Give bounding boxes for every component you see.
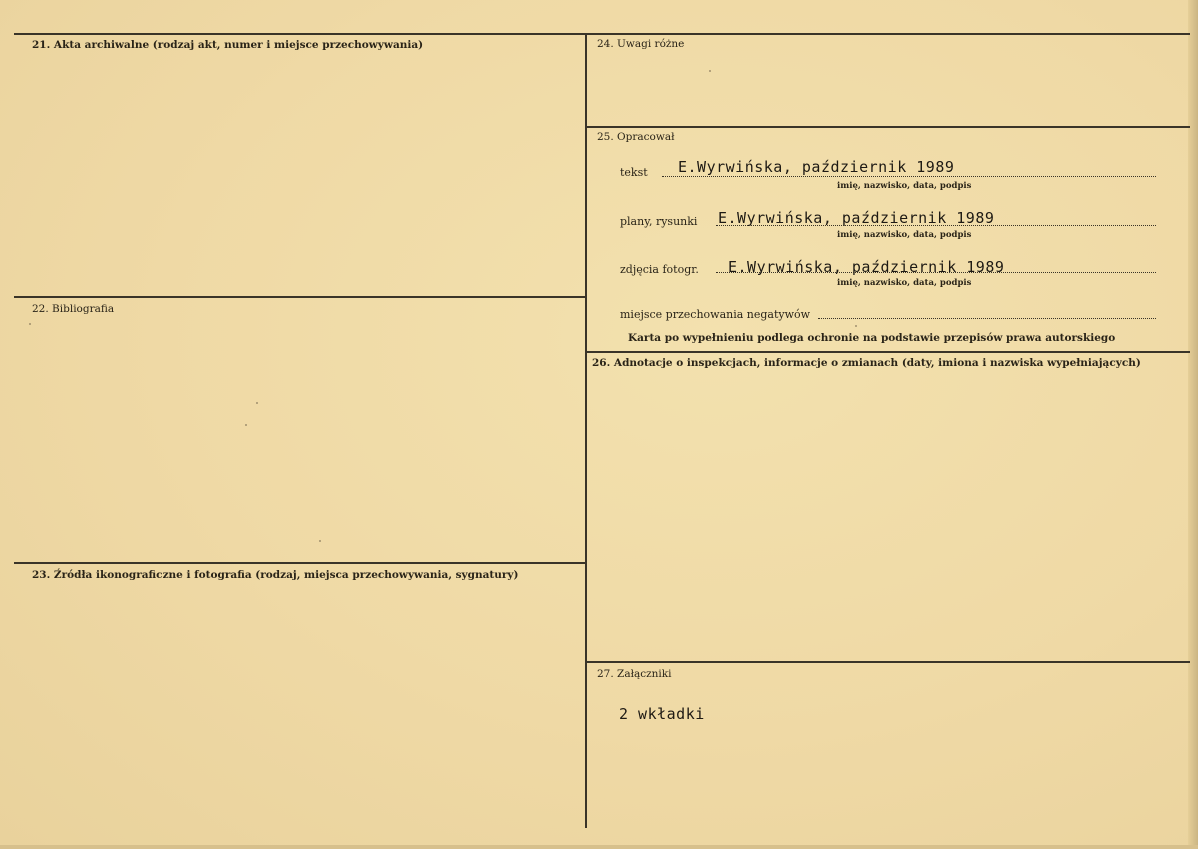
paper-speck (855, 325, 857, 327)
section-27-label: 27. Załączniki (597, 668, 672, 680)
author-row-text-value: E.Wyrwińska, październik 1989 (678, 158, 955, 176)
divider-26-27 (586, 661, 1190, 663)
paper-speck (319, 540, 321, 542)
divider-24-25 (586, 126, 1190, 128)
attachments-value: 2 wkładki (619, 705, 705, 723)
author-row-text-hint: imię, nazwisko, data, podpis (837, 181, 972, 191)
section-22-label: 22. Bibliografia (32, 303, 115, 315)
top-border (14, 33, 1190, 35)
author-row-text-label: tekst (620, 166, 648, 179)
divider-22-23 (14, 562, 586, 564)
section-26-label: 26. Adnotacje o inspekcjach, informacje o zmianach (daty, imiona i nazwiska wypełniających) (592, 357, 1141, 369)
divider-25-26 (586, 351, 1190, 353)
author-row-plans-line (716, 225, 1156, 226)
section-23-label: 23. Źródła ikonograficzne i fotografia (rodzaj, miejsca przechowywania, sygnatury) (32, 569, 519, 581)
paper-speck (709, 70, 711, 72)
author-row-photos-hint: imię, nazwisko, data, podpis (837, 278, 972, 288)
section-24-label: 24. Uwagi różne (597, 38, 685, 50)
card-bottom-edge (0, 845, 1198, 849)
paper-speck (245, 424, 247, 426)
section-21-label: 21. Akta archiwalne (rodzaj akt, numer i miejsce przechowywania) (32, 39, 424, 51)
paper-speck (29, 323, 31, 325)
negatives-location-label: miejsce przechowania negatywów (620, 308, 811, 321)
copyright-note: Karta po wypełnieniu podlega ochronie na podstawie przepisów prawa autorskiego (628, 332, 1116, 344)
author-row-plans-value: E.Wyrwińska, październik 1989 (718, 209, 995, 227)
author-row-plans-label: plany, rysunki (620, 215, 698, 228)
author-row-plans-hint: imię, nazwisko, data, podpis (837, 230, 972, 240)
section-25-label: 25. Opracował (597, 131, 675, 143)
author-row-text-line (662, 176, 1156, 177)
author-row-photos-line (716, 272, 1156, 273)
divider-21-22 (14, 296, 586, 298)
author-row-photos-value: E.Wyrwińska, październik 1989 (728, 258, 1005, 276)
author-row-photos-label: zdjęcia fotogr. (620, 263, 699, 276)
paper-speck (256, 402, 258, 404)
negatives-location-line (818, 318, 1156, 319)
center-divider (585, 33, 587, 828)
